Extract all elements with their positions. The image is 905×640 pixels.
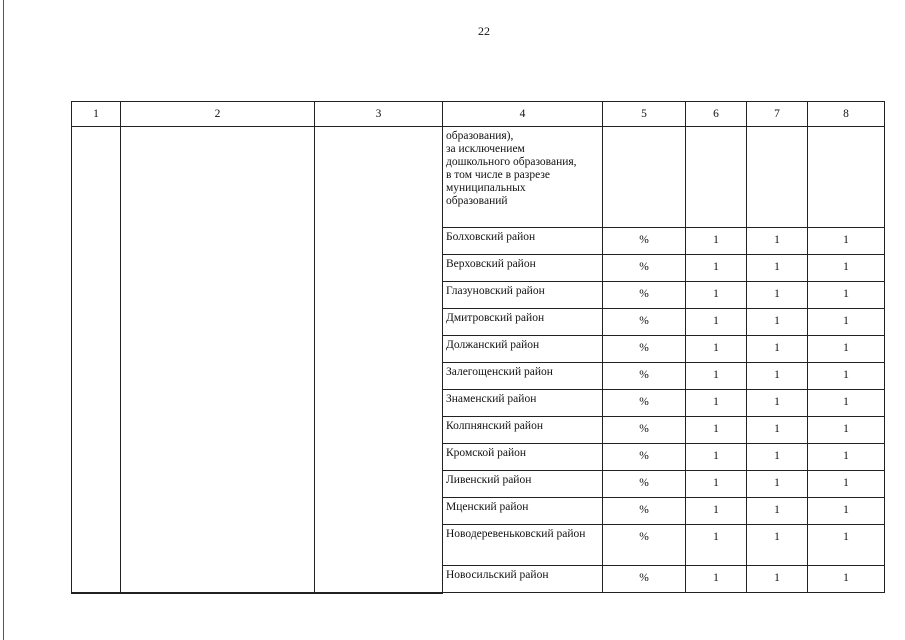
table-header-row: [72, 102, 885, 127]
header-cell: 1: [72, 102, 121, 127]
value-col6: 1: [686, 282, 747, 309]
header-cell: 4: [443, 102, 603, 127]
indicator-table: [71, 101, 885, 594]
unit-cell: %: [603, 255, 686, 282]
page-left-edge: [3, 0, 4, 640]
col1-merged-cell: [72, 127, 121, 593]
district-name: Верховский район: [443, 255, 603, 282]
empty-cell: [686, 127, 747, 228]
value-col6: 1: [686, 390, 747, 417]
value-col8: 1: [808, 417, 885, 444]
value-col7: 1: [747, 390, 808, 417]
unit-cell: %: [603, 525, 686, 566]
empty-cell: [808, 127, 885, 228]
value-col6: 1: [686, 336, 747, 363]
continuation-row: [72, 127, 885, 228]
col3-merged-cell: [315, 127, 443, 593]
district-name: Должанский район: [443, 336, 603, 363]
page-number: 22: [478, 24, 490, 38]
district-name: Глазуновский район: [443, 282, 603, 309]
value-col6: 1: [686, 471, 747, 498]
unit-cell: %: [603, 363, 686, 390]
district-name: Залегощенский район: [443, 363, 603, 390]
district-name: Новодеревеньковский район: [443, 525, 603, 566]
district-name: Новосильский район: [443, 566, 603, 593]
indicator-name-continuation: образования), за исключением дошкольного образования, в том числе в разрезе муниципальных образований: [443, 127, 603, 228]
unit-cell: %: [603, 336, 686, 363]
value-col6: 1: [686, 309, 747, 336]
empty-cell: [747, 127, 808, 228]
value-col8: 1: [808, 228, 885, 255]
value-col8: 1: [808, 390, 885, 417]
value-col6: 1: [686, 525, 747, 566]
unit-cell: %: [603, 471, 686, 498]
value-col7: 1: [747, 336, 808, 363]
value-col8: 1: [808, 255, 885, 282]
district-name: Кромской район: [443, 444, 603, 471]
unit-cell: %: [603, 566, 686, 593]
value-col8: 1: [808, 363, 885, 390]
value-col7: 1: [747, 363, 808, 390]
value-col8: 1: [808, 282, 885, 309]
district-name: Дмитровский район: [443, 309, 603, 336]
value-col6: 1: [686, 363, 747, 390]
unit-cell: %: [603, 444, 686, 471]
value-col7: 1: [747, 417, 808, 444]
value-col7: 1: [747, 309, 808, 336]
value-col8: 1: [808, 566, 885, 593]
district-name: Знаменский район: [443, 390, 603, 417]
unit-cell: %: [603, 390, 686, 417]
col2-merged-cell: [121, 127, 315, 593]
value-col7: 1: [747, 566, 808, 593]
value-col8: 1: [808, 444, 885, 471]
value-col8: 1: [808, 309, 885, 336]
district-name: Болховский район: [443, 228, 603, 255]
value-col8: 1: [808, 471, 885, 498]
unit-cell: %: [603, 228, 686, 255]
unit-cell: %: [603, 498, 686, 525]
header-cell: 8: [808, 102, 885, 127]
value-col7: 1: [747, 498, 808, 525]
value-col7: 1: [747, 444, 808, 471]
header-cell: 2: [121, 102, 315, 127]
value-col8: 1: [808, 525, 885, 566]
header-cell: 3: [315, 102, 443, 127]
value-col7: 1: [747, 471, 808, 498]
value-col7: 1: [747, 525, 808, 566]
value-col6: 1: [686, 228, 747, 255]
unit-cell: %: [603, 417, 686, 444]
value-col7: 1: [747, 228, 808, 255]
unit-cell: %: [603, 309, 686, 336]
value-col6: 1: [686, 498, 747, 525]
header-cell: 6: [686, 102, 747, 127]
value-col7: 1: [747, 255, 808, 282]
district-name: Ливенский район: [443, 471, 603, 498]
district-name: Колпнянский район: [443, 417, 603, 444]
value-col7: 1: [747, 282, 808, 309]
value-col8: 1: [808, 336, 885, 363]
header-cell: 5: [603, 102, 686, 127]
district-name: Мценский район: [443, 498, 603, 525]
value-col6: 1: [686, 417, 747, 444]
empty-cell: [603, 127, 686, 228]
value-col6: 1: [686, 444, 747, 471]
value-col6: 1: [686, 566, 747, 593]
value-col6: 1: [686, 255, 747, 282]
value-col8: 1: [808, 498, 885, 525]
unit-cell: %: [603, 282, 686, 309]
header-cell: 7: [747, 102, 808, 127]
